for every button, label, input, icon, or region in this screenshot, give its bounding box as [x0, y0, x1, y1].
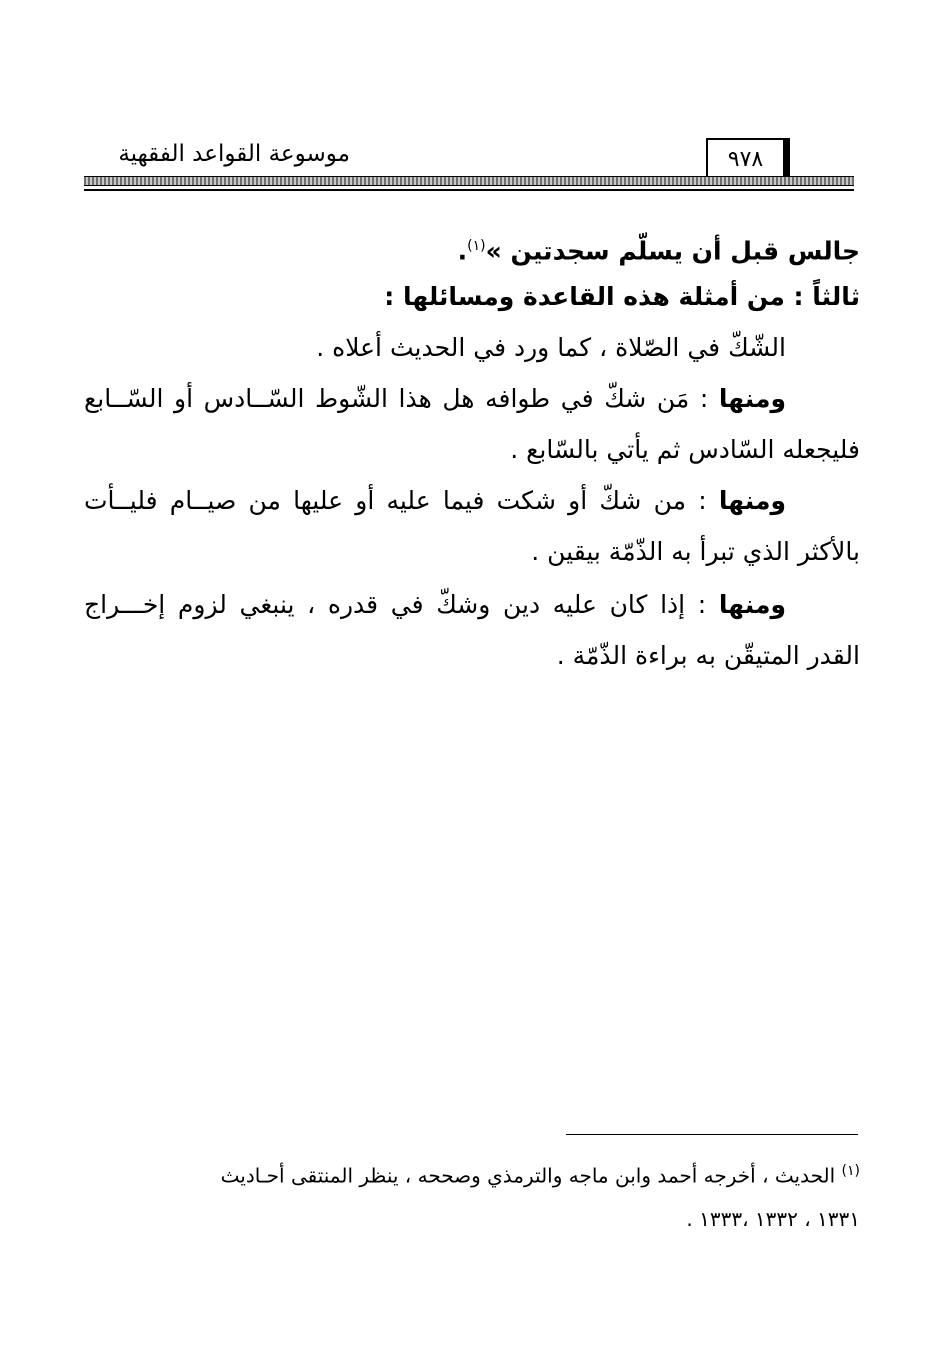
- book-title: موسوعة القواعد الفقهية: [118, 141, 350, 167]
- header-rule: [84, 189, 854, 191]
- example-3-line-1: [84, 585, 860, 625]
- example-2-label: ومنها: [718, 486, 786, 515]
- example-3-label: ومنها: [718, 590, 786, 619]
- example-3-line-2: القدر المتيقّن به براءة الذّمّة .: [556, 641, 860, 670]
- example-1-line-1: [84, 379, 860, 419]
- body-line-1: [84, 226, 860, 271]
- page-number: [706, 138, 790, 178]
- example-1-line-2: فليجعله السّادس ثم يأتي بالسّابع .: [510, 435, 860, 464]
- example-2-line-1: [84, 481, 860, 521]
- header-decorative-band: [84, 176, 854, 186]
- body-line-1-end: .: [457, 236, 468, 266]
- page-number-text: ٩٧٨: [727, 147, 764, 172]
- body-line-3: الشّكّ في الصّلاة ، كما ورد في الحديث أعلاه .: [316, 333, 786, 362]
- example-2-line-2: بالأكثر الذي تبرأ به الذّمّة بيقين .: [531, 537, 860, 566]
- example-1-text: : مَن شكّ في طوافه هل هذا الشّوط السّــادس أو السّــابع: [84, 384, 719, 413]
- footnote-separator: [566, 1134, 858, 1135]
- example-2-text: : من شكّ أو شكت فيما عليه أو عليها من صيــام فليــأت: [84, 486, 719, 515]
- footnote-ref: (١): [467, 238, 486, 254]
- footnote-line-1: [96, 1154, 860, 1193]
- example-1-label: ومنها: [718, 384, 786, 413]
- section-heading: ثالثاً : من أمثلة هذه القاعدة ومسائلها :: [384, 282, 860, 311]
- example-3-text: : إذا كان عليه دين وشكّ في قدره ، ينبغي لزوم إخـــراج: [84, 590, 719, 619]
- body-line-1-text: جالس قبل أن يسلّم سجدتين »: [485, 236, 860, 266]
- footnote-line-2: ١٣٣١ ، ١٣٣٢ ،١٣٣٣ .: [686, 1207, 860, 1231]
- footnote-marker: (١): [841, 1163, 860, 1179]
- footnote-text: الحديث ، أخرجه أحمد وابن ماجه والترمذي وصححه ، ينظر المنتقى أحـاديث: [220, 1163, 842, 1188]
